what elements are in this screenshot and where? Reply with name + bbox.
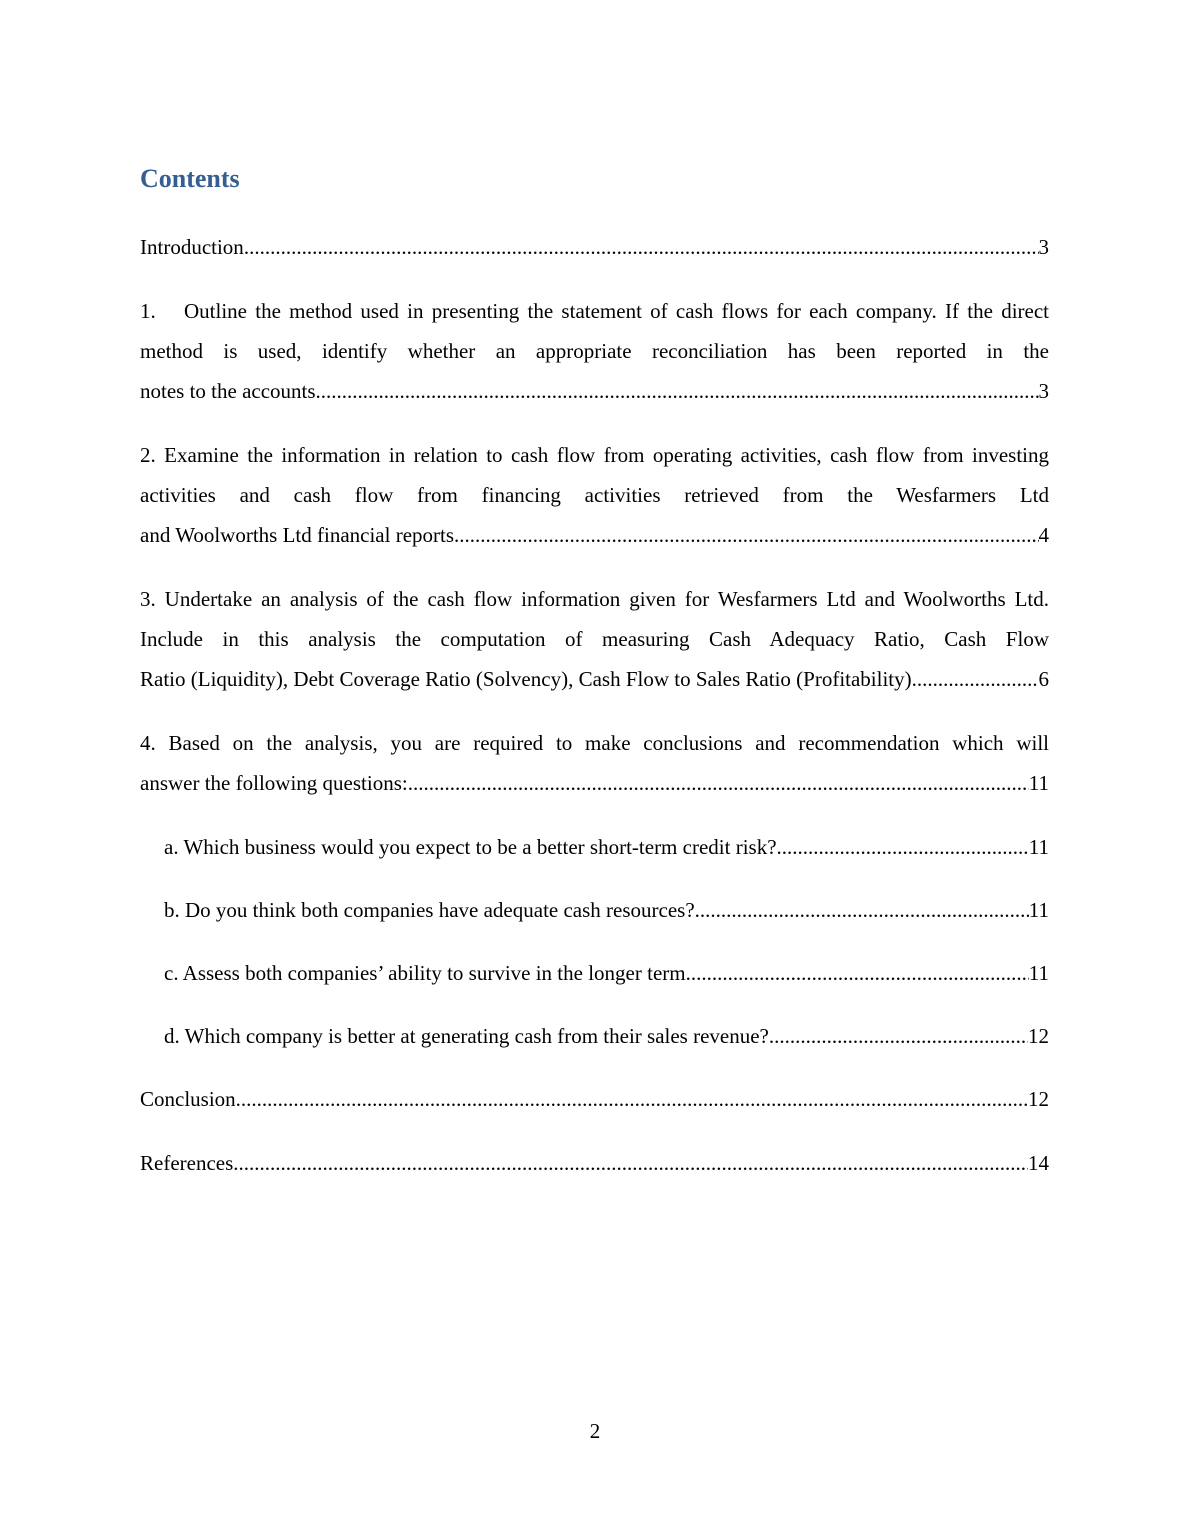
toc-entry-text: b. Do you think both companies have adequate cash resources? xyxy=(164,898,695,922)
toc-entry-text: References xyxy=(140,1151,234,1175)
toc-entry-lead-text: 4. Based on the analysis, you are required to make conclusions and recommendation which will xyxy=(140,731,1049,755)
dot-leader xyxy=(695,890,1029,930)
toc-entry-tail-text: answer the following questions: xyxy=(140,771,408,795)
dot-leader xyxy=(454,515,1038,555)
toc-entry-text: d. Which company is better at generating cash from their sales revenue? xyxy=(164,1024,769,1048)
toc-page-number: 11 xyxy=(1028,771,1049,795)
toc-page-number: 11 xyxy=(1028,898,1049,922)
dot-leader xyxy=(408,763,1029,803)
toc-page-number: 3 xyxy=(1038,379,1049,403)
toc-page-number: 11 xyxy=(1028,961,1049,985)
toc-entry-number: 1. xyxy=(140,299,156,323)
toc-entry-lead-text: 3. Undertake an analysis of the cash flow information given for Wesfarmers Ltd and Woolworths Ltd. Include in this analysis the computation of measuring Cash Adequacy Ratio, Cash Flow xyxy=(140,587,1049,651)
toc-entry-text: a. Which business would you expect to be a better short-term credit risk? xyxy=(164,835,777,859)
toc-entry-conclusion[interactable] xyxy=(140,1079,1049,1119)
toc-entry-3[interactable] xyxy=(140,579,1049,699)
toc-page-number: 4 xyxy=(1038,523,1049,547)
toc-entry-1[interactable] xyxy=(140,291,1049,411)
toc-entry-4c[interactable] xyxy=(164,953,1049,993)
toc-page-number: 12 xyxy=(1028,1024,1049,1048)
toc-entry-text: Introduction xyxy=(140,235,244,259)
toc-page-number: 12 xyxy=(1028,1087,1049,1111)
page-number: 2 xyxy=(589,1419,601,1443)
toc-entry-tail-text: and Woolworths Ltd financial reports xyxy=(140,523,455,547)
toc-entry-lead-text: Outline the method used in presenting the statement of cash flows for each company. If the direct method is used, identify whether an appropriate reconciliation has been reported in the xyxy=(140,299,1049,363)
toc-page-number: 6 xyxy=(1038,667,1049,691)
toc-page-number: 3 xyxy=(1038,235,1049,259)
toc-entry-last-line xyxy=(140,763,1049,803)
dot-leader xyxy=(236,1079,1028,1119)
toc-entry-lead-text: 2. Examine the information in relation to cash flow from operating activities, cash flow from investing activities and cash flow from financing activities retrieved from the Wesfarmers Ltd xyxy=(140,443,1049,507)
dot-leader xyxy=(769,1016,1028,1056)
dot-leader xyxy=(244,227,1039,267)
toc-heading: Contents xyxy=(140,164,240,193)
table-of-contents xyxy=(140,227,1049,1207)
toc-entry-4a[interactable] xyxy=(164,827,1049,867)
toc-entry-text: c. Assess both companies’ ability to survive in the longer term. xyxy=(164,961,691,985)
toc-entry-introduction[interactable] xyxy=(140,227,1049,267)
dot-leader xyxy=(233,1143,1028,1183)
toc-page-number: 14 xyxy=(1028,1151,1049,1175)
toc-entry-2[interactable] xyxy=(140,435,1049,555)
toc-entry-last-line xyxy=(140,515,1049,555)
dot-leader xyxy=(917,659,1039,699)
toc-entry-text: Conclusion xyxy=(140,1087,236,1111)
dot-leader xyxy=(777,827,1029,867)
toc-page-number: 11 xyxy=(1028,835,1049,859)
dot-leader xyxy=(316,371,1039,411)
toc-entry-references[interactable] xyxy=(140,1143,1049,1183)
toc-entry-text xyxy=(140,291,1049,371)
dot-leader xyxy=(691,953,1029,993)
toc-entry-last-line xyxy=(140,371,1049,411)
toc-entry-4b[interactable] xyxy=(164,890,1049,930)
toc-entry-4d[interactable] xyxy=(164,1016,1049,1056)
toc-entry-last-line xyxy=(140,659,1049,699)
toc-entry-tail-text: Ratio (Liquidity), Debt Coverage Ratio (Solvency), Cash Flow to Sales Ratio (Profitability). xyxy=(140,667,917,691)
toc-entry-4[interactable] xyxy=(140,723,1049,803)
toc-entry-tail-text: notes to the accounts xyxy=(140,379,316,403)
